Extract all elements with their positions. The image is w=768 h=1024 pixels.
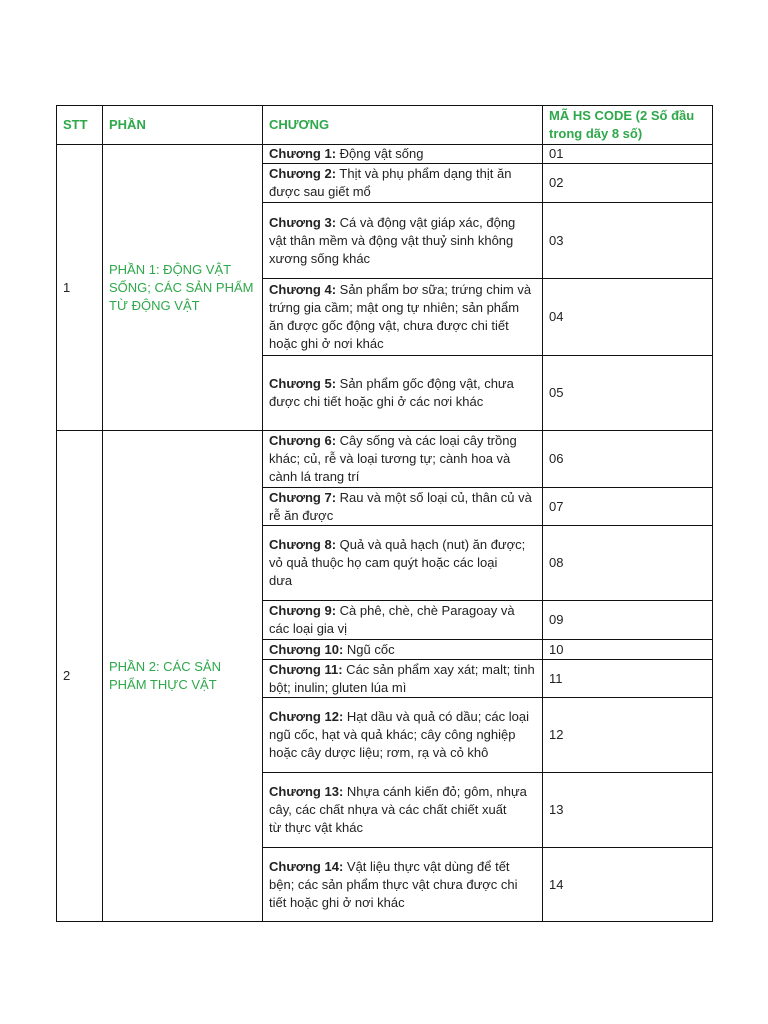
chapter-cell	[263, 698, 543, 773]
chapter-text: Quả và quả hạch (nut) ăn được; vỏ quả thuộc họ cam quýt hoặc các loại dưa	[269, 537, 526, 588]
header-chapter: CHƯƠNG	[263, 106, 543, 145]
chapter-label: Chương 10:	[269, 641, 344, 657]
header-row	[57, 106, 713, 145]
chapter-text: Rau và một số loại củ, thân củ và rễ ăn được	[269, 489, 532, 523]
table-row	[57, 431, 713, 488]
chapter-cell	[263, 203, 543, 279]
chapter-text: Cây sống và các loại cây trồng khác; củ, rễ và loại tương tự; cành hoa và cành lá trang trí	[269, 433, 517, 484]
chapter-cell	[263, 773, 543, 848]
chapter-cell	[263, 848, 543, 922]
chapter-text: Nhựa cánh kiến đỏ; gôm, nhựa cây, các chất nhựa và các chất chiết xuất từ thực vật khác	[269, 784, 527, 835]
code-cell: 03	[543, 203, 713, 279]
chapter-text: Thịt và phụ phẩm dạng thịt ăn được sau giết mổ	[269, 166, 512, 199]
hs-code-table	[56, 105, 713, 922]
chapter-label: Chương 6:	[269, 433, 337, 448]
table-row	[57, 145, 713, 164]
code-cell: 11	[543, 660, 713, 698]
chapter-cell	[263, 164, 543, 203]
chapter-label: Chương 3:	[269, 214, 337, 230]
code-cell: 09	[543, 601, 713, 640]
chapter-text: Hạt dầu và quả có dầu; các loại ngũ cốc, hạt và quả khác; cây công nghiệp hoặc cây dược liệu; rơm, rạ và cỏ khô	[269, 709, 530, 760]
header-code: MÃ HS CODE (2 Số đầu trong dãy 8 số)	[543, 106, 713, 145]
chapter-label: Chương 4:	[269, 282, 337, 297]
chapter-cell	[263, 431, 543, 488]
code-cell: 12	[543, 698, 713, 773]
chapter-label: Chương 8:	[269, 537, 337, 552]
chapter-label: Chương 13:	[269, 784, 344, 799]
code-cell: 14	[543, 848, 713, 922]
chapter-text: Vật liệu thực vật dùng để tết bện; các sản phẩm thực vật chưa được chi tiết hoặc ghi ở nơi khác	[269, 858, 518, 910]
part-cell: PHẦN 2: CÁC SẢN PHẨM THỰC VẬT	[103, 431, 263, 922]
code-cell: 05	[543, 356, 713, 431]
code-cell: 10	[543, 640, 713, 660]
stt-cell: 2	[57, 431, 103, 922]
part-cell: PHẦN 1: ĐỘNG VẬT SỐNG; CÁC SẢN PHẨM TỪ ĐỘNG VẬT	[103, 145, 263, 431]
chapter-cell	[263, 488, 543, 526]
chapter-label: Chương 14:	[269, 858, 344, 874]
chapter-cell	[263, 601, 543, 640]
chapter-cell	[263, 279, 543, 356]
chapter-text: Sản phẩm bơ sữa; trứng chim và trứng gia cầm; mật ong tự nhiên; sản phẩm ăn được gốc động vật, chưa được chi tiết hoặc ghi ở nơi khác	[269, 282, 532, 351]
code-cell: 08	[543, 526, 713, 601]
chapter-label: Chương 11:	[269, 661, 343, 677]
code-cell: 06	[543, 431, 713, 488]
chapter-text: Các sản phẩm xay xát; malt; tinh bột; inulin; gluten lúa mì	[269, 661, 535, 695]
code-cell: 13	[543, 773, 713, 848]
chapter-label: Chương 9:	[269, 603, 337, 618]
code-cell: 07	[543, 488, 713, 526]
chapter-text: Sản phẩm gốc động vật, chưa được chi tiết hoặc ghi ở các nơi khác	[269, 376, 514, 409]
chapter-label: Chương 12:	[269, 709, 344, 724]
chapter-text: Cà phê, chè, chè Paragoay và các loại gia vị	[269, 603, 515, 636]
chapter-cell	[263, 356, 543, 431]
chapter-text: Động vật sống	[336, 146, 424, 161]
chapter-label: Chương 1:	[269, 146, 337, 161]
chapter-cell	[263, 660, 543, 698]
chapter-label: Chương 2:	[269, 166, 337, 181]
code-cell: 04	[543, 279, 713, 356]
chapter-cell	[263, 145, 543, 164]
chapter-label: Chương 7:	[269, 489, 337, 505]
header-part: PHẦN	[103, 106, 263, 145]
header-stt: STT	[57, 106, 103, 145]
chapter-text: Cá và động vật giáp xác, động vật thân mềm và động vật thuỷ sinh không xương sống khác	[269, 214, 516, 266]
stt-cell: 1	[57, 145, 103, 431]
chapter-cell	[263, 526, 543, 601]
code-cell: 01	[543, 145, 713, 164]
chapter-cell	[263, 640, 543, 660]
chapter-label: Chương 5:	[269, 376, 337, 391]
chapter-text: Ngũ cốc	[343, 641, 395, 657]
code-cell: 02	[543, 164, 713, 203]
